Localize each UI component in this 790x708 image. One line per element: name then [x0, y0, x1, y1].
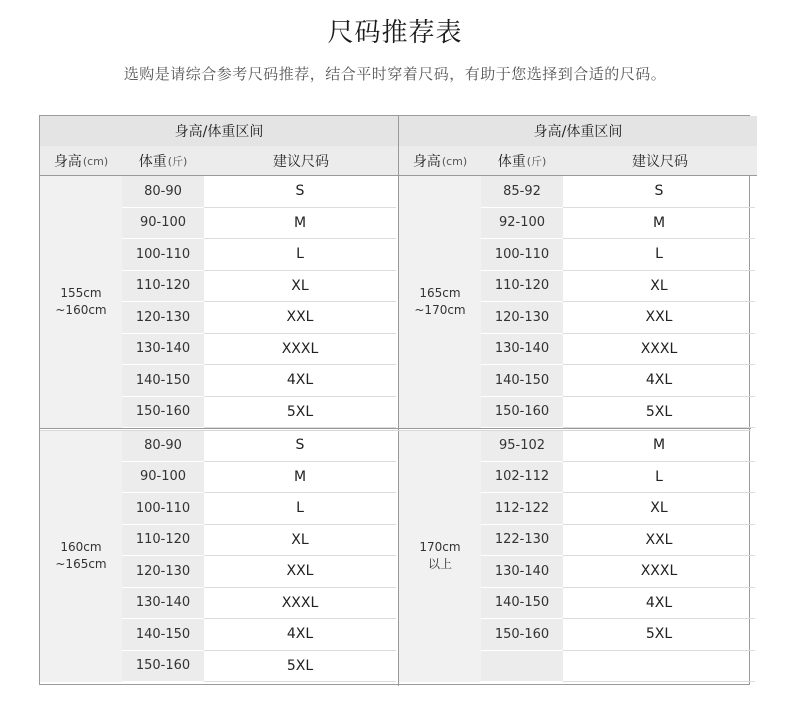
height-range-cell — [399, 176, 481, 428]
recommended-size: L — [563, 462, 755, 494]
recommended-size: XXL — [563, 302, 755, 334]
recommended-size: L — [204, 493, 396, 525]
page-title: 尺码推荐表 — [327, 18, 463, 48]
weight-range: 140-150 — [122, 619, 204, 651]
weight-range: 90-100 — [122, 462, 204, 494]
recommended-size: 4XL — [563, 588, 755, 620]
weight-range: 100-110 — [122, 239, 204, 271]
weight-range: 130-140 — [481, 334, 563, 366]
height-range-cell — [40, 176, 122, 428]
recommended-size: XXXL — [204, 588, 396, 620]
weight-range: 90-100 — [122, 208, 204, 240]
weight-column-header-label: 体重 — [138, 154, 167, 170]
column-group-header: 身高/体重区间 — [399, 116, 757, 146]
size-column-header — [204, 146, 398, 176]
height-column-header-label: 身高 — [412, 154, 441, 170]
weight-range: 80-90 — [122, 430, 204, 462]
height-range-label: 170cm 以上 — [419, 540, 461, 571]
panel-divider-horizontal — [40, 428, 751, 429]
recommended-size: XXL — [563, 525, 755, 557]
height-range-cell — [40, 430, 122, 682]
weight-range: 130-140 — [481, 556, 563, 588]
weight-range: 130-140 — [122, 334, 204, 366]
height-column-header — [399, 146, 481, 176]
height-column-header-unit: (cm) — [82, 154, 109, 168]
recommended-size: XL — [204, 525, 396, 557]
recommended-size: XXXL — [563, 556, 755, 588]
recommended-size: L — [563, 239, 755, 271]
recommended-size: 5XL — [204, 397, 396, 429]
recommended-size: M — [204, 208, 396, 240]
recommended-size: XL — [563, 271, 755, 303]
weight-range: 110-120 — [122, 271, 204, 303]
weight-range: 100-110 — [481, 239, 563, 271]
weight-range: 92-100 — [481, 208, 563, 240]
weight-column-header-label: 体重 — [497, 154, 526, 170]
recommended-size: XXXL — [563, 334, 755, 366]
weight-range: 100-110 — [122, 493, 204, 525]
height-range-cell — [399, 430, 481, 682]
weight-range: 140-150 — [481, 365, 563, 397]
weight-range — [481, 651, 563, 683]
weight-range: 150-160 — [122, 397, 204, 429]
height-range-label: 155cm ~160cm — [55, 286, 107, 317]
recommended-size: XXL — [204, 556, 396, 588]
page-subtitle: 选购是请综合参考尺码推荐，结合平时穿着尺码，有助于您选择到合适的尺码。 — [123, 65, 667, 83]
column-group-header: 身高/体重区间 — [40, 116, 398, 146]
weight-range: 120-130 — [481, 302, 563, 334]
weight-range: 110-120 — [481, 271, 563, 303]
recommended-size: M — [204, 462, 396, 494]
recommended-size: 5XL — [563, 619, 755, 651]
recommended-size: S — [204, 176, 396, 208]
recommended-size: 4XL — [204, 619, 396, 651]
weight-column-header — [481, 146, 563, 176]
weight-range: 122-130 — [481, 525, 563, 557]
recommended-size: 5XL — [563, 397, 755, 429]
height-column-header-label: 身高 — [53, 154, 82, 170]
size-column-header-label: 建议尺码 — [632, 154, 688, 170]
height-range-label: 165cm ~170cm — [414, 286, 466, 317]
recommended-size: 4XL — [563, 365, 755, 397]
recommended-size: M — [563, 430, 755, 462]
size-column-header — [563, 146, 757, 176]
recommended-size: XXXL — [204, 334, 396, 366]
weight-range: 110-120 — [122, 525, 204, 557]
weight-range: 120-130 — [122, 302, 204, 334]
recommended-size: 4XL — [204, 365, 396, 397]
weight-range: 120-130 — [122, 556, 204, 588]
recommended-size: XL — [563, 493, 755, 525]
weight-column-header-unit: (斤) — [167, 155, 188, 168]
weight-range: 150-160 — [481, 397, 563, 429]
weight-range: 140-150 — [122, 365, 204, 397]
weight-range: 85-92 — [481, 176, 563, 208]
recommended-size: S — [563, 176, 755, 208]
panel-divider-horizontal-inner — [40, 430, 751, 431]
weight-range: 140-150 — [481, 588, 563, 620]
weight-range: 150-160 — [481, 619, 563, 651]
recommended-size: M — [563, 208, 755, 240]
weight-column-header-unit: (斤) — [526, 155, 547, 168]
height-column-header — [40, 146, 122, 176]
recommended-size — [563, 651, 755, 683]
panel-divider-vertical — [398, 116, 399, 686]
weight-range: 95-102 — [481, 430, 563, 462]
weight-range: 102-112 — [481, 462, 563, 494]
recommended-size: XXL — [204, 302, 396, 334]
weight-column-header — [122, 146, 204, 176]
weight-range: 150-160 — [122, 651, 204, 683]
weight-range: 80-90 — [122, 176, 204, 208]
recommended-size: L — [204, 239, 396, 271]
height-column-header-unit: (cm) — [441, 154, 468, 168]
height-range-label: 160cm ~165cm — [55, 540, 107, 571]
recommended-size: XL — [204, 271, 396, 303]
recommended-size: 5XL — [204, 651, 396, 683]
size-column-header-label: 建议尺码 — [273, 154, 329, 170]
weight-range: 130-140 — [122, 588, 204, 620]
weight-range: 112-122 — [481, 493, 563, 525]
size-chart-table — [39, 115, 750, 685]
recommended-size: S — [204, 430, 396, 462]
